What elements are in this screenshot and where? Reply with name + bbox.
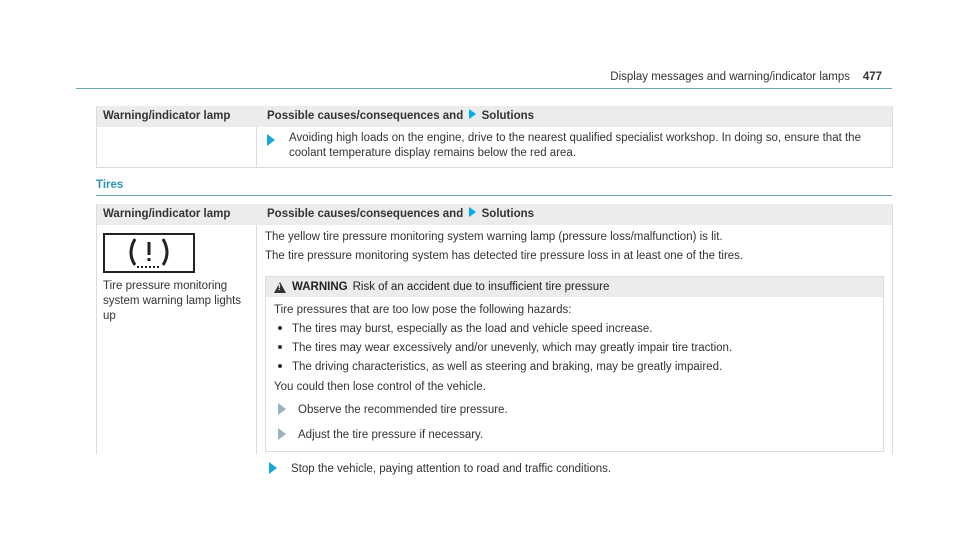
col-header-lamp: Warning/indicator lamp <box>103 110 231 122</box>
solution-text-cont: coolant temperature display remains below the red area. <box>289 147 577 159</box>
col-header-causes <box>263 204 892 225</box>
coolant-table <box>96 106 893 168</box>
warning-intro: Tire pressures that are too low pose the following hazards: <box>274 304 572 316</box>
lamp-cell <box>97 127 257 167</box>
warning-consequence: You could then lose control of the vehicle. <box>274 381 486 393</box>
bullet-icon <box>278 364 282 368</box>
causes-cell <box>257 225 892 475</box>
solution-arrow-icon <box>466 108 478 120</box>
warning-header <box>266 277 883 297</box>
warning-box <box>265 276 884 452</box>
lamp-label-3: up <box>103 310 116 322</box>
col-header-causes-text: Possible causes/consequences and <box>267 110 464 122</box>
cause-text-1: The yellow tire pressure monitoring system warning lamp (pressure loss/malfunction) is lit. <box>265 231 723 243</box>
solution-cell <box>257 127 892 167</box>
page-header-text: Display messages and warning/indicator lamps <box>610 71 850 83</box>
lamp-label-1: Tire pressure monitoring <box>103 280 228 292</box>
col-header-lamp: Warning/indicator lamp <box>103 208 231 220</box>
section-title: Tires <box>96 179 124 191</box>
action-arrow-icon <box>278 403 290 420</box>
list-item: The tires may burst, especially as the load and vehicle speed increase. <box>274 322 875 337</box>
bullet-icon <box>278 326 282 330</box>
action-arrow-icon <box>269 462 281 479</box>
cause-text-2: The tire pressure monitoring system has detected tire pressure loss in at least one of the tires. <box>265 250 744 262</box>
bullet-icon <box>278 345 282 349</box>
section-rule <box>96 195 892 196</box>
warning-heading: Risk of an accident due to insufficient tire pressure <box>352 281 610 293</box>
final-action: Stop the vehicle, paying attention to road and traffic conditions. <box>265 462 884 479</box>
tires-table <box>96 204 893 475</box>
table-row <box>97 127 892 167</box>
lamp-label-2: system warning lamp lights <box>103 295 242 307</box>
header-rule <box>76 88 892 89</box>
warning-triangle-icon <box>274 282 286 293</box>
action-arrow-icon <box>278 428 290 445</box>
solution-text: Avoiding high loads on the engine, drive to the nearest qualified specialist workshop. In doing so, ensure that the <box>289 132 861 144</box>
list-item: The tires may wear excessively and/or unevenly, which may greatly impair tire traction. <box>274 341 875 356</box>
warning-label: WARNING <box>292 281 348 293</box>
solution-arrow-icon <box>466 206 478 218</box>
list-item: The driving characteristics, as well as steering and braking, may be greatly impaired. <box>274 360 875 375</box>
action-arrow-icon <box>267 133 279 151</box>
action-item: Observe the recommended tire pressure. <box>274 403 875 420</box>
tpms-warning-icon <box>103 233 195 273</box>
table-header <box>97 204 892 225</box>
col-header-solutions-text: Solutions <box>481 208 535 220</box>
col-header-solutions-text: Solutions <box>481 110 535 122</box>
page-number: 477 <box>862 71 882 83</box>
table-row <box>97 225 892 475</box>
table-header <box>97 106 892 127</box>
action-item: Adjust the tire pressure if necessary. <box>274 428 875 445</box>
lamp-cell <box>97 225 257 454</box>
col-header-causes-text: Possible causes/consequences and <box>267 208 464 220</box>
col-header-causes <box>263 106 892 127</box>
